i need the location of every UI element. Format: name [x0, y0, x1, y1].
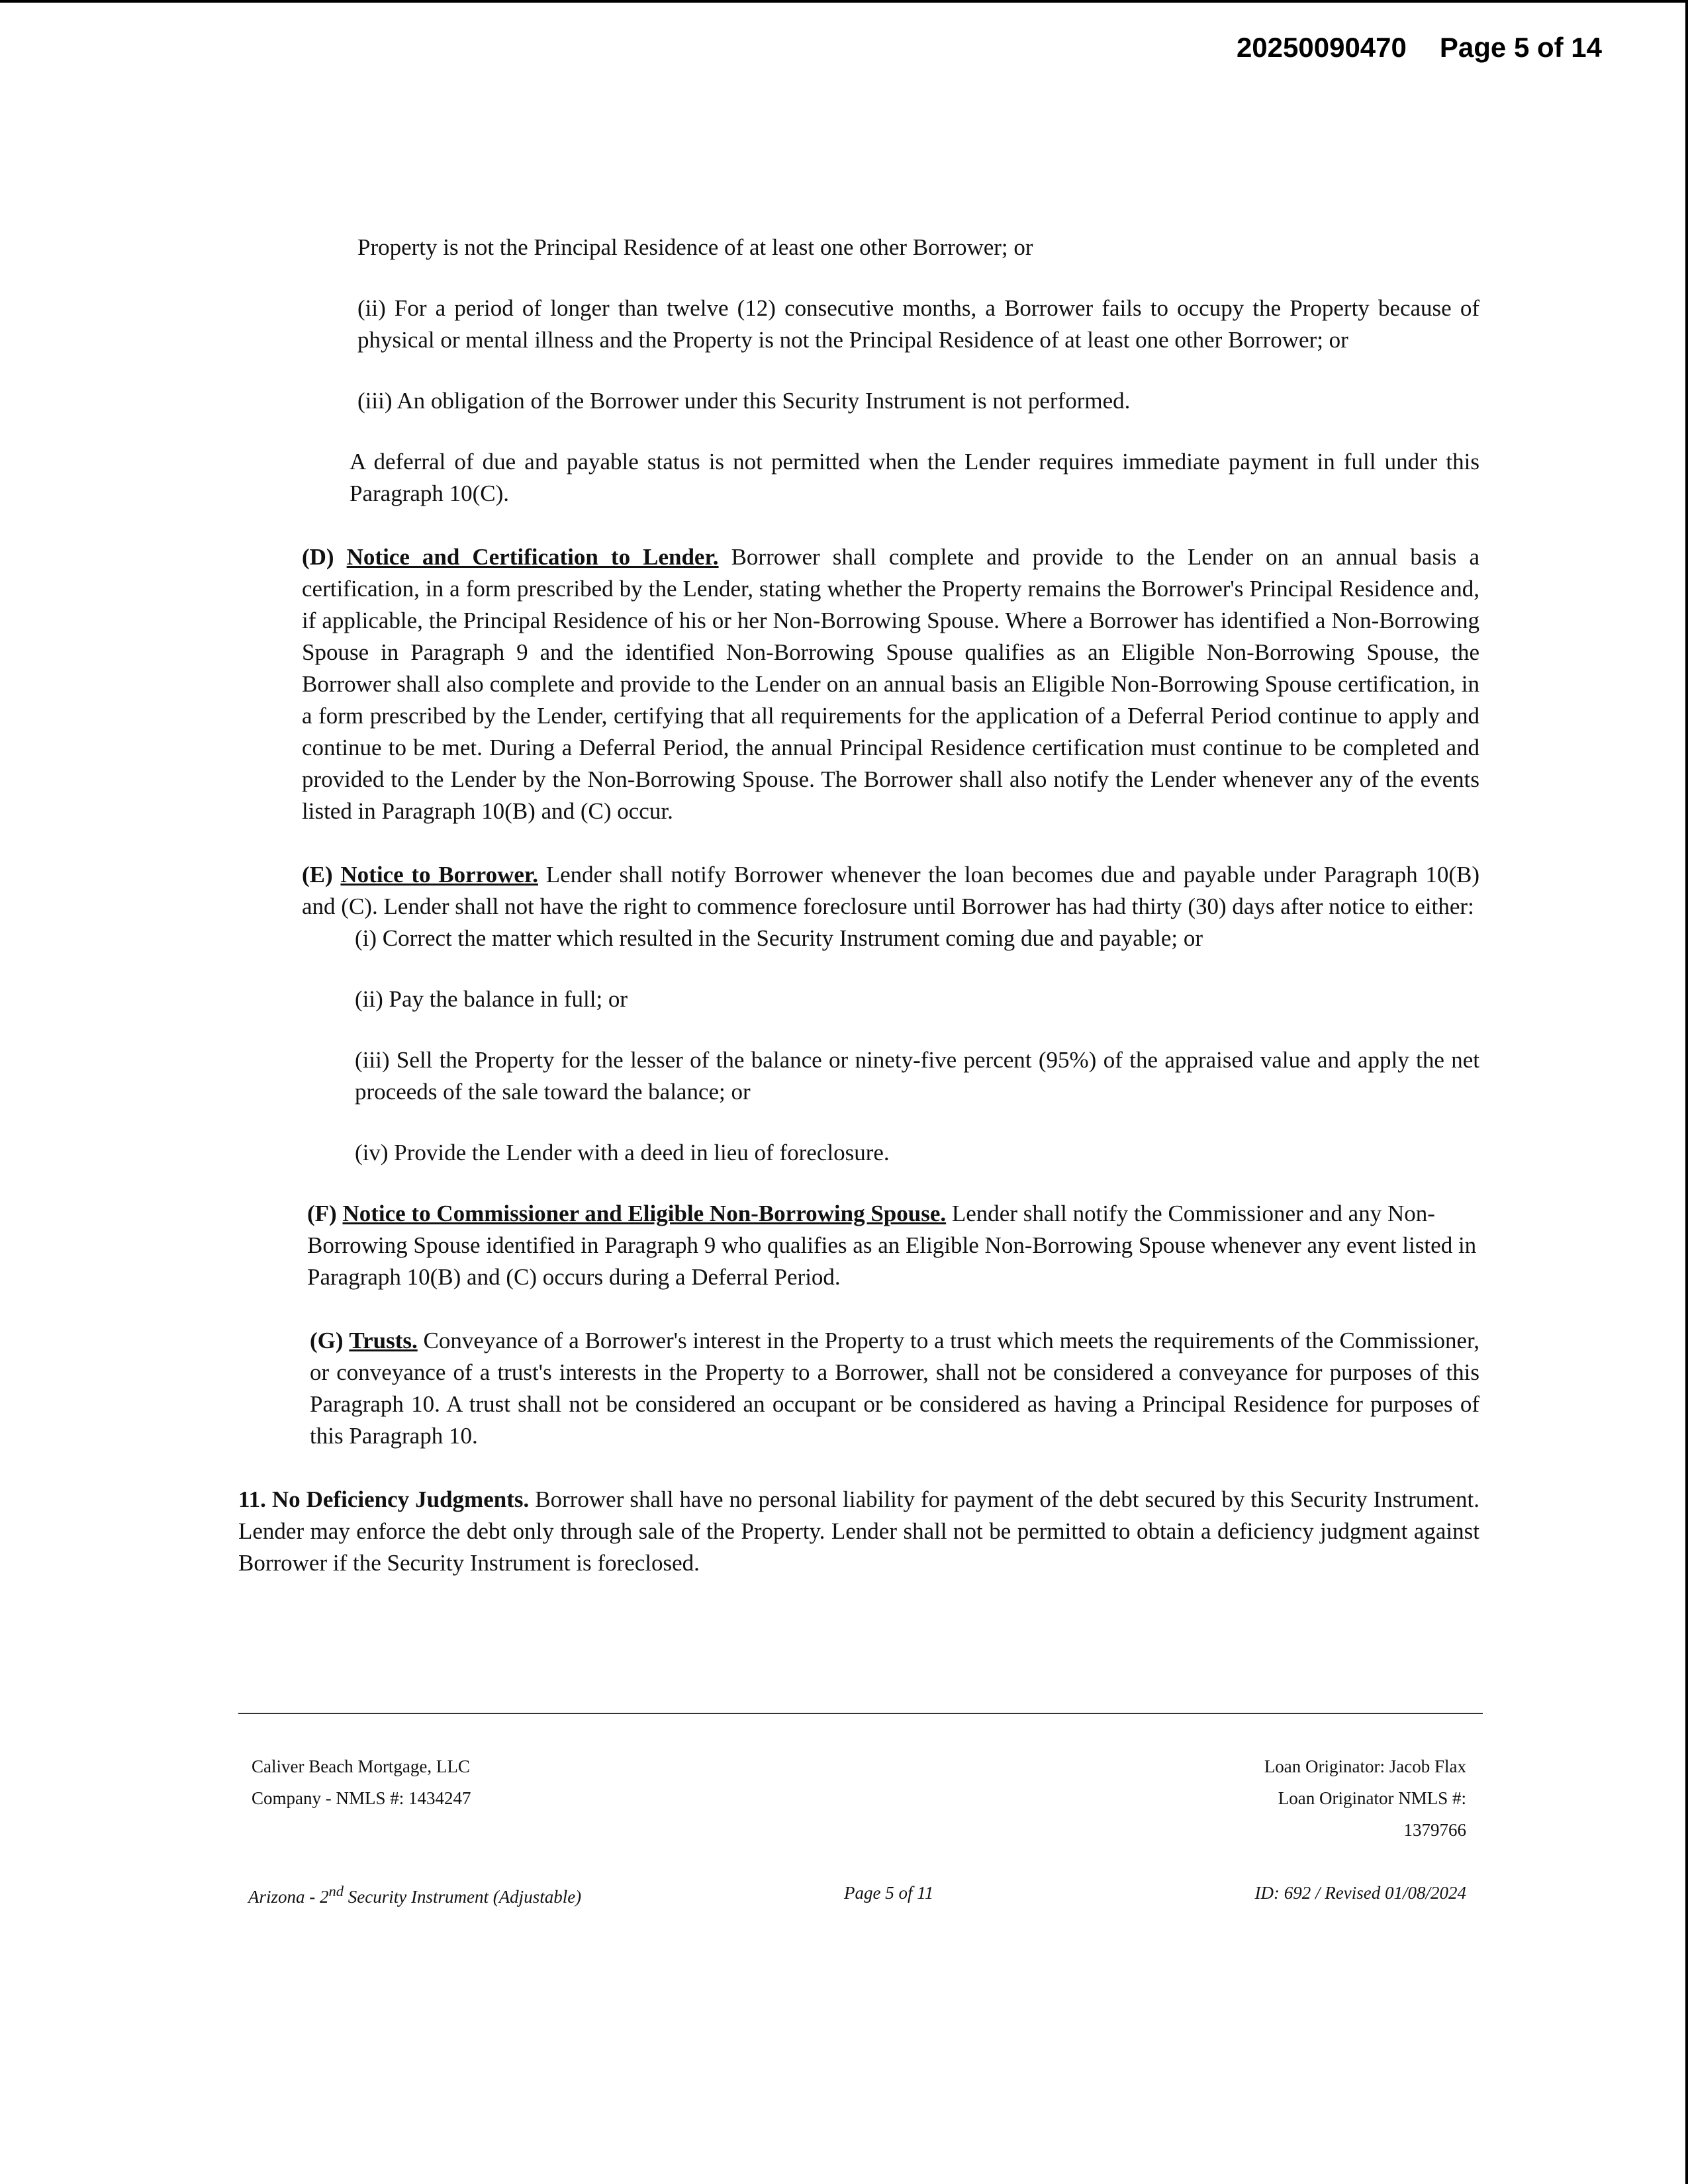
section-e-item-iv: (iv) Provide the Lender with a deed in lieu of foreclosure.	[355, 1140, 890, 1165]
section-d-text: Borrower shall complete and provide to the Lender on an annual basis a certification, in a form prescribed by the Lender, stating whether the Property remains the Borrower's Principal Residence and, if applicable, the Principal Residence of his or her Non-Borrowing Spouse. Where a Borrower has identified a Non-Borrowing Spouse in Paragraph 9 and the identified Non-Borrowing Spouse qualifies as an Eligible Non-Borrowing Spouse, the Borrower shall also complete and provide to the Lender on an annual basis an Eligible Non-Borrowing Spouse certification, in a form prescribed by the Lender, certifying that all requirements for the application of a Deferral Period continue to apply and continue to be met. During a Deferral Period, the annual Principal Residence certification must continue to be completed and provided to the Lender by the Non-Borrowing Spouse. The Borrower shall also notify the Lender whenever any of the events listed in Paragraph 10(B) and (C) occur.	[302, 544, 1479, 824]
section-f-title: Notice to Commissioner and Eligible Non-Borrowing Spouse.	[342, 1201, 947, 1226]
deferral-text: A deferral of due and payable status is not permitted when the Lender requires immediate payment in full under this Paragraph 10(C).	[350, 449, 1479, 506]
section-f-label: (F)	[307, 1201, 337, 1226]
loan-originator: Loan Originator: Jacob Flax	[1264, 1756, 1466, 1776]
form-page-number: Page 5 of 11	[844, 1883, 934, 1903]
company-name: Caliver Beach Mortgage, LLC	[252, 1756, 470, 1776]
section-e	[302, 859, 1479, 923]
form-revision: ID: 692 / Revised 01/08/2024	[1254, 1883, 1466, 1903]
document-number: 20250090470	[1236, 32, 1407, 63]
section-e-item-ii: (ii) Pay the balance in full; or	[355, 986, 628, 1012]
section-d-label: (D)	[302, 544, 334, 570]
section-11	[238, 1484, 1479, 1579]
section-e-label: (E)	[302, 862, 333, 887]
form-title-prefix: Arizona - 2	[248, 1887, 329, 1907]
top-border	[0, 0, 1688, 3]
section-11-title: No Deficiency Judgments.	[271, 1486, 530, 1512]
footer-originator-block	[1264, 1751, 1466, 1846]
section-g-title: Trusts.	[349, 1328, 418, 1353]
recording-page-label: Page 5 of 14	[1439, 32, 1602, 63]
footer-company-block	[252, 1751, 471, 1814]
paragraph-continuation: Property is not the Principal Residence of at least one other Borrower; or	[357, 234, 1033, 260]
section-e-title: Notice to Borrower.	[340, 862, 538, 887]
form-title	[248, 1883, 581, 1907]
section-g	[310, 1325, 1479, 1452]
section-11-text: Borrower shall have no personal liability for payment of the debt secured by this Security Instrument. Lender may enforce the debt only through sale of the Property. Lender shall not be permitted to obtain a deficiency judgment against Borrower if the Security Instrument is foreclosed.	[238, 1486, 1480, 1576]
paragraph-item-iii: (iii) An obligation of the Borrower under this Security Instrument is not performed.	[357, 388, 1131, 414]
section-f-text: Lender shall notify the Commissioner and any Non-Borrowing Spouse identified in Paragraph 9 who qualifies as an Eligible Non-Borrowing Spouse whenever any event listed in Paragraph 10(B) and (C) occurs during a Deferral Period.	[307, 1201, 1477, 1290]
paragraph-item-ii: (ii) For a period of longer than twelve (12) consecutive months, a Borrower fails to occupy the Property because of physical or mental illness and the Property is not the Principal Residence of at least one other Borrower; or	[357, 295, 1479, 353]
section-g-label: (G)	[310, 1328, 344, 1353]
section-e-item-iii: (iii) Sell the Property for the lesser of the balance or ninety-five percent (95%) of the appraised value and apply the net proceeds of the sale toward the balance; or	[355, 1047, 1479, 1105]
right-border	[1685, 0, 1688, 2184]
section-d	[302, 541, 1479, 827]
recording-stamp	[1237, 32, 1602, 64]
footer-divider	[238, 1713, 1483, 1714]
document-body	[238, 232, 1479, 1579]
section-e-text: Lender shall notify Borrower whenever the loan becomes due and payable under Paragraph 10(B) and (C). Lender shall not have the right to commence foreclosure until Borrower has had thirty (30) days after notice to either:	[302, 862, 1479, 919]
originator-nmls-label: Loan Originator NMLS #:	[1278, 1788, 1466, 1808]
company-nmls: Company - NMLS #: 1434247	[252, 1788, 471, 1808]
paragraph-deferral	[350, 446, 1479, 510]
section-e-item-i: (i) Correct the matter which resulted in the Security Instrument coming due and payable; or	[355, 925, 1203, 951]
section-g-text: Conveyance of a Borrower's interest in the Property to a trust which meets the requirements of the Commissioner, or conveyance of a trust's interests in the Property to a Borrower, shall not be considered a conveyance for purposes of this Paragraph 10. A trust shall not be considered an occupant or be considered as having a Principal Residence for purposes of this Paragraph 10.	[310, 1328, 1479, 1449]
section-11-label: 11.	[238, 1486, 266, 1512]
originator-nmls-number: 1379766	[1403, 1820, 1466, 1840]
form-title-sup: nd	[328, 1883, 344, 1899]
form-title-suffix: Security Instrument (Adjustable)	[344, 1887, 582, 1907]
section-d-title: Notice and Certification to Lender.	[346, 544, 719, 570]
section-f	[307, 1198, 1479, 1293]
